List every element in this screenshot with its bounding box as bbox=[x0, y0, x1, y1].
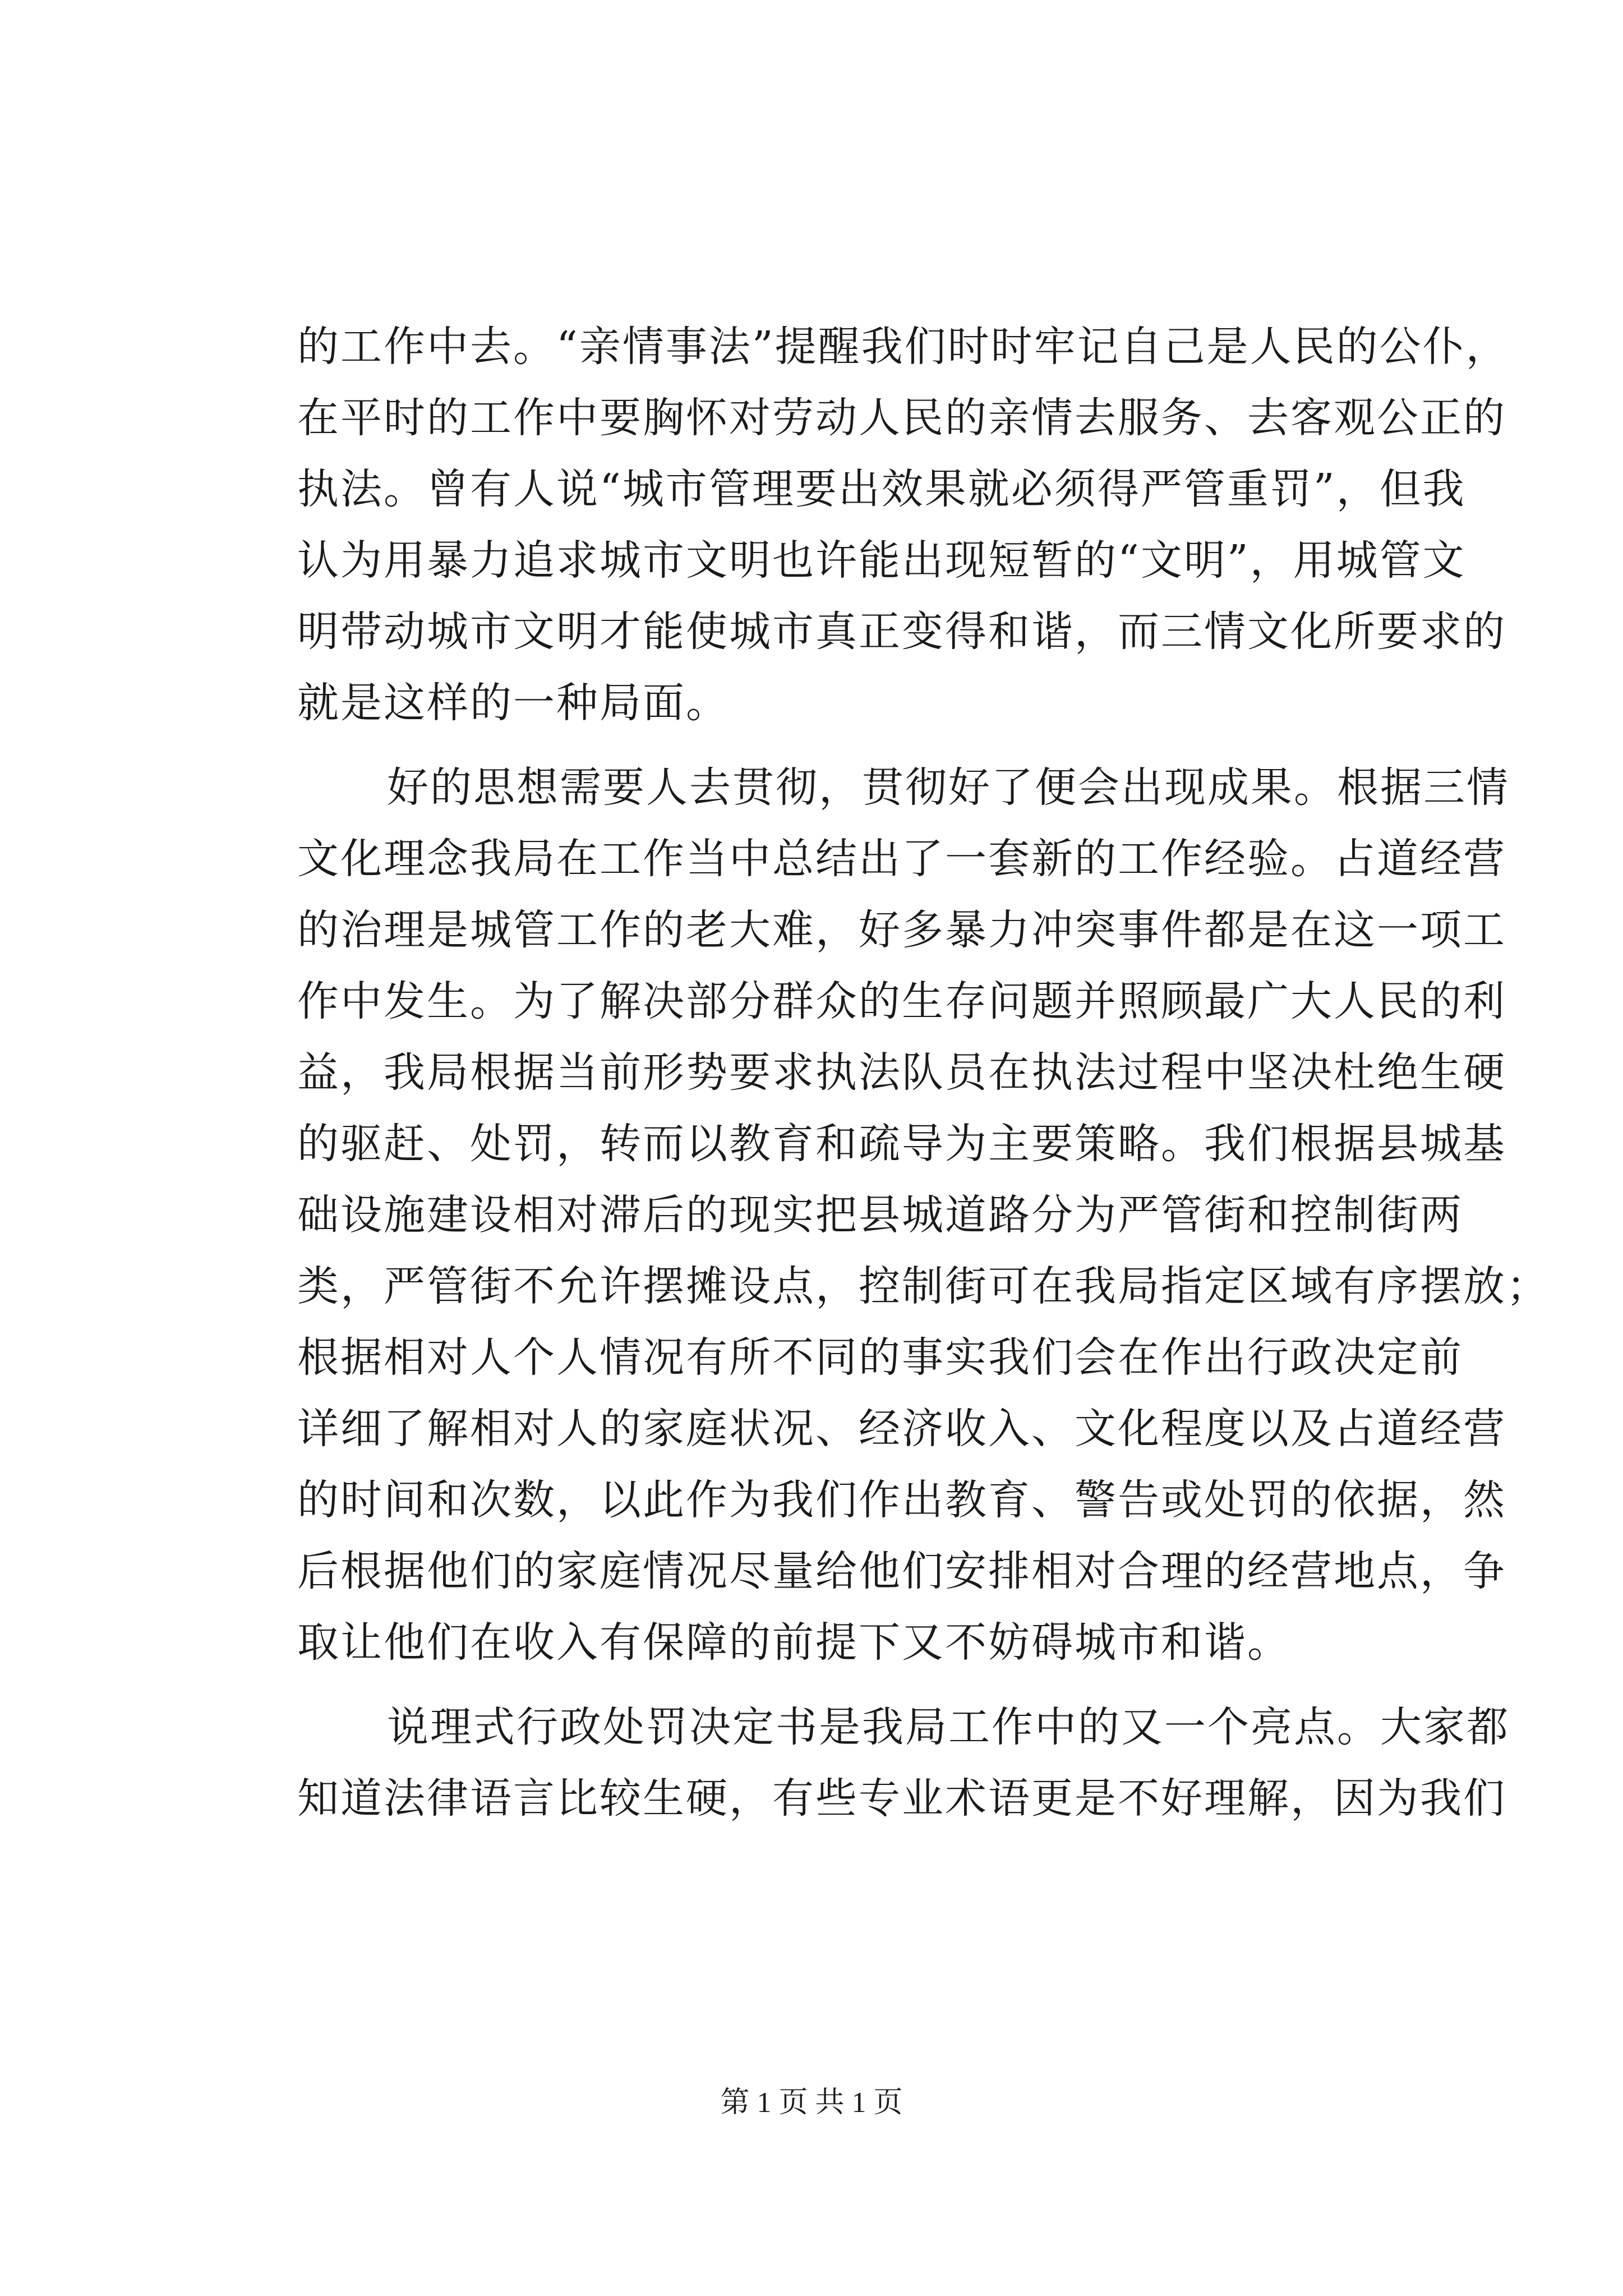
text-line: 知道法律语言比较生硬，有些专业术语更是不好理解，因为我们 bbox=[297, 1774, 1506, 1823]
page-number-label: 第 1 页 共 1 页 bbox=[720, 2087, 903, 2119]
text-line: 的治理是城管工作的老大难，好多暴力冲突事件都是在这一项工 bbox=[297, 906, 1506, 954]
text-line: 认为用暴力追求城市文明也许能出现短暂的“文明”，用城管文 bbox=[297, 536, 1466, 585]
text-line: 后根据他们的家庭情况尽量给他们安排相对合理的经营地点，争 bbox=[297, 1547, 1506, 1595]
paragraph bbox=[297, 311, 1509, 739]
text-line: 础设施建设相对滞后的现实把县城道路分为严管街和控制街两 bbox=[297, 1191, 1463, 1239]
text-line: 益，我局根据当前形势要求执法队员在执法过程中坚决杜绝生硬 bbox=[297, 1048, 1506, 1097]
text-line: 明带动城市文明才能使城市真正变得和谐，而三情文化所要求的 bbox=[297, 608, 1506, 656]
text-line: 取让他们在收入有保障的前提下又不妨碍城市和谐。 bbox=[297, 1618, 1290, 1667]
paragraph bbox=[297, 1692, 1510, 1834]
document-body bbox=[297, 311, 1550, 1834]
text-line: 详细了解相对人的家庭状况、经济收入、文化程度以及占道经营 bbox=[297, 1405, 1506, 1453]
text-line: 作中发生。为了解决部分群众的生存问题并照顾最广大人民的利 bbox=[297, 977, 1506, 1025]
text-line: 在平时的工作中要胸怀对劳动人民的亲情去服务、去客观公正的 bbox=[297, 394, 1506, 442]
text-line: 根据相对人个人情况有所不同的事实我们会在作出行政决定前 bbox=[297, 1333, 1463, 1382]
text-line: 执法。曾有人说“城市管理要出效果就必须得严管重罚”，但我 bbox=[297, 465, 1466, 513]
text-line: 就是这样的一种局面。 bbox=[297, 679, 729, 727]
text-line: 说理式行政处罚决定书是我局工作中的又一个亮点。大家都 bbox=[387, 1703, 1510, 1751]
text-line: 类，严管街不允许摆摊设点，控制街可在我局指定区域有序摆放； bbox=[297, 1262, 1550, 1310]
text-line: 的工作中去。“亲情事法”提醒我们时时牢记自己是人民的公仆， bbox=[297, 323, 1509, 371]
page-footer bbox=[0, 2078, 1623, 2120]
text-line: 的驱赶、处罚，转而以教育和疏导为主要策略。我们根据县城基 bbox=[297, 1120, 1506, 1168]
text-line: 文化理念我局在工作当中总结出了一套新的工作经验。占道经营 bbox=[297, 835, 1506, 883]
paragraph bbox=[297, 752, 1550, 1678]
text-line: 的时间和次数，以此作为我们作出教育、警告或处罚的依据，然 bbox=[297, 1476, 1506, 1524]
text-line: 好的思想需要人去贯彻，贯彻好了便会出现成果。根据三情 bbox=[387, 763, 1510, 812]
